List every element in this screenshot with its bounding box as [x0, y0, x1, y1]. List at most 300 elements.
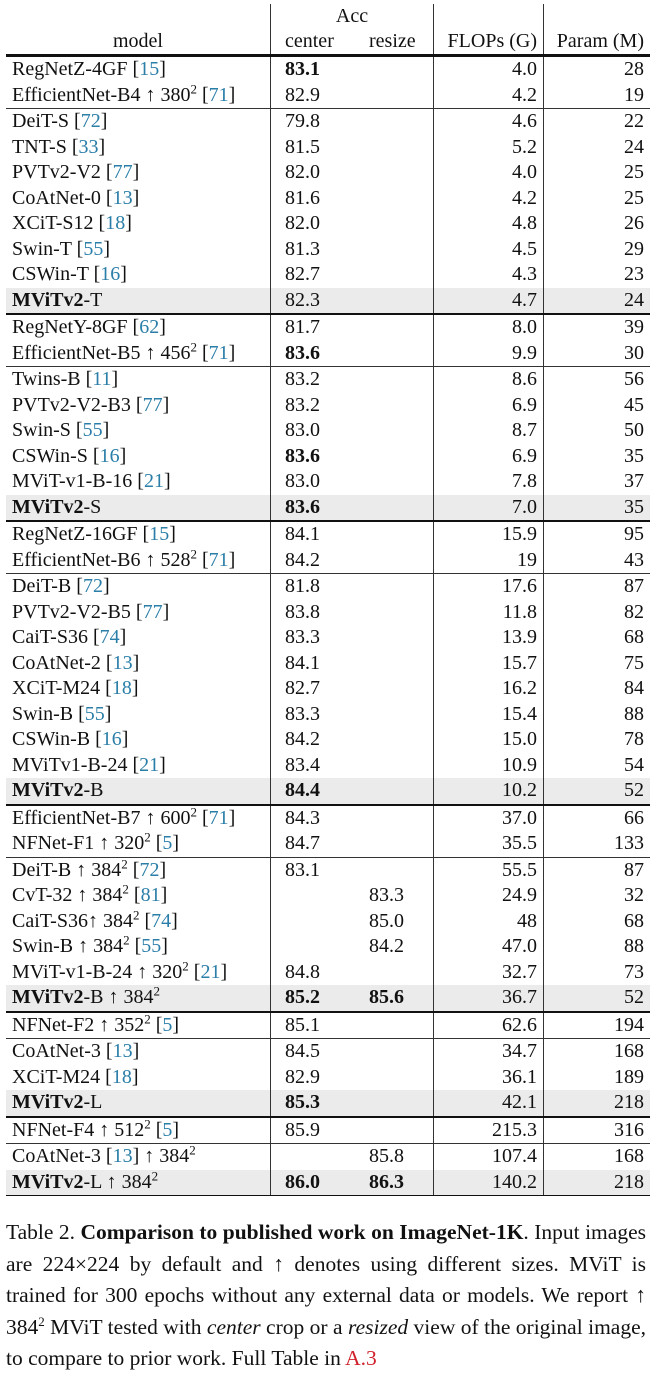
table-row	[6, 985, 650, 1012]
table-row	[6, 109, 650, 135]
flops-cell: 4.2	[434, 83, 544, 109]
center-acc-cell	[271, 934, 362, 960]
flops-cell: 140.2	[434, 1170, 544, 1196]
model-cell	[6, 288, 271, 315]
params-cell: 35	[624, 444, 644, 467]
flops-cell: 9.9	[434, 341, 544, 367]
center-acc-cell	[271, 444, 362, 470]
citation-link[interactable]: 13	[112, 1040, 133, 1062]
flops-cell: 8.0	[434, 314, 544, 341]
flops-cell: 7.0	[434, 495, 544, 522]
superscript: 2	[123, 932, 130, 948]
model-cell: Swin-B [55]	[6, 702, 271, 728]
citation-link[interactable]: 21	[200, 960, 221, 983]
model-cell: CoAtNet-0 [13]	[6, 186, 271, 212]
params-cell: 50	[624, 419, 644, 441]
resize-acc: 83.3	[369, 884, 404, 906]
model-name: NFNet-F2	[12, 1013, 95, 1036]
resize-acc-cell	[361, 288, 434, 315]
table-row	[6, 702, 650, 728]
table-row	[6, 1170, 650, 1196]
table-row	[6, 1039, 650, 1065]
model-name: CoAtNet-2	[12, 651, 101, 674]
model-cell	[6, 1090, 271, 1117]
center-acc-cell	[271, 1117, 362, 1144]
center-acc: 82.9	[285, 83, 320, 106]
flops-cell: 34.7	[434, 1039, 544, 1065]
resize-acc: 85.8	[369, 1145, 404, 1167]
params-cell: 66	[544, 805, 651, 832]
model-cell: DeiT-B [72]	[6, 574, 271, 600]
citation-link[interactable]: 81	[140, 884, 161, 906]
citation-link[interactable]: 62	[139, 316, 160, 338]
citation-link[interactable]: 16	[100, 263, 121, 285]
center-acc: 85.9	[285, 1118, 320, 1141]
model-cell: PVTv2-V2-B5 [77]	[6, 600, 271, 626]
flops-cell: 4.3	[434, 262, 544, 288]
resize-acc-cell	[361, 1170, 434, 1196]
table-row	[6, 600, 650, 626]
resize-acc-cell	[361, 160, 434, 186]
resize-acc-cell	[361, 393, 434, 419]
flops-cell: 15.7	[434, 651, 544, 677]
params-header: Param (M)	[544, 29, 651, 56]
table-row	[6, 418, 650, 444]
citation-link[interactable]: 72	[80, 110, 101, 132]
table-row	[6, 83, 650, 109]
flops-cell: 13.9	[434, 625, 544, 651]
center-acc-cell	[271, 495, 362, 522]
center-acc-cell	[271, 1039, 362, 1065]
model-cell: MViT-v1-B-16 [21]	[6, 469, 271, 495]
params-cell: 43	[624, 548, 644, 571]
resize-acc-cell	[361, 314, 434, 341]
citation-link[interactable]: 77	[142, 600, 163, 623]
superscript: 2	[189, 1142, 196, 1158]
citation-link[interactable]: 72	[82, 575, 103, 597]
citation-link[interactable]: 15	[139, 58, 160, 80]
citation-link[interactable]: 55	[141, 935, 162, 957]
citation-link[interactable]: 16	[101, 728, 122, 750]
caption-text: MViT tested with	[44, 1314, 207, 1339]
model-cell: XCiT-M24 [18]	[6, 1065, 271, 1091]
center-acc-cell	[271, 1144, 362, 1170]
flops-cell: 62.6	[434, 1012, 544, 1039]
flops-cell: 8.7	[434, 418, 544, 444]
superscript: 2	[182, 957, 189, 973]
resolution: 384	[93, 935, 124, 957]
resize-acc-cell	[361, 934, 434, 960]
flops-cell: 4.6	[434, 109, 544, 135]
flops-cell: 4.2	[434, 186, 544, 212]
model-name: DeiT-B	[12, 575, 72, 597]
model-name: CSWin-S	[12, 444, 88, 467]
resize-acc-cell	[361, 444, 434, 470]
caption-label: Table 2.	[6, 1220, 76, 1244]
params-cell: 24	[544, 288, 651, 315]
params-cell: 30	[624, 341, 644, 364]
params-cell: 26	[624, 212, 644, 234]
center-acc: 82.7	[285, 263, 320, 285]
model-name: CvT-32	[12, 884, 73, 906]
table-row	[6, 160, 650, 186]
resize-acc-cell	[361, 676, 434, 702]
model-name: Swin-B	[12, 935, 74, 957]
params-cell: 84	[624, 677, 644, 699]
caption-sup: 2	[38, 1313, 45, 1329]
center-acc-cell	[271, 211, 362, 237]
resize-acc-cell	[361, 109, 434, 135]
resolution: 384	[91, 858, 122, 881]
model-name: EfficientNet-B5	[12, 341, 141, 364]
table-row	[6, 444, 650, 470]
model-cell: EfficientNet-B7 ↑ $600^2$ [71]	[6, 805, 271, 832]
resize-acc-cell	[361, 857, 434, 883]
model-cell: MViTv2-L ↑ $384^2$	[6, 1170, 271, 1196]
table-row	[6, 574, 650, 600]
model-name: MViT-v1-B-24	[12, 960, 133, 983]
model-name-bold: MViTv2	[12, 1091, 84, 1113]
params-cell: 45	[624, 393, 644, 416]
center-acc-cell	[271, 83, 362, 109]
center-acc-cell	[271, 1170, 362, 1196]
table-row	[6, 469, 650, 495]
model-name: Swin-S	[12, 419, 71, 441]
resize-acc-cell	[361, 702, 434, 728]
citation-link[interactable]: 21	[139, 753, 160, 776]
superscript: 2	[144, 1010, 151, 1026]
model-name: CoAtNet-0	[12, 186, 101, 209]
resize-acc-cell	[361, 211, 434, 237]
center-acc-cell	[271, 548, 362, 574]
flops-cell: 55.5	[434, 857, 544, 883]
citation-link[interactable]: 77	[142, 393, 163, 416]
citation-link[interactable]: 55	[82, 419, 103, 441]
center-acc-cell	[271, 600, 362, 626]
model-cell: Swin-B ↑ $384^2$ [55]	[6, 934, 271, 960]
table-row	[6, 288, 650, 315]
center-acc: 83.3	[285, 626, 320, 648]
citation-link[interactable]: 18	[105, 212, 126, 234]
table-row	[6, 56, 650, 83]
model-name: RegNetZ-16GF	[12, 523, 138, 545]
center-acc: 83.6	[285, 495, 320, 518]
table-row	[6, 778, 650, 805]
resolution: 384	[92, 884, 123, 906]
citation-link[interactable]: 5	[162, 832, 173, 854]
center-acc: 79.8	[285, 110, 320, 132]
resize-header: resize	[361, 29, 434, 56]
citation-link[interactable]: 74	[99, 626, 120, 648]
model-cell: RegNetY-8GF [62]	[6, 314, 271, 341]
table-row	[6, 393, 650, 419]
params-cell: 168	[544, 1144, 651, 1170]
center-acc: 82.7	[285, 677, 320, 699]
superscript: 2	[153, 983, 160, 999]
citation-link[interactable]: 18	[111, 1065, 132, 1088]
center-acc-cell	[271, 237, 362, 263]
center-acc-cell	[271, 314, 362, 341]
citation-link[interactable]: 55	[84, 702, 105, 725]
model-cell: RegNetZ-4GF [15]	[6, 56, 271, 83]
caption-text: view of the original image, to compare to prior work. Full Table in	[6, 1314, 647, 1370]
resize-acc-cell	[361, 1144, 434, 1170]
model-name: -B	[83, 986, 104, 1008]
table-row	[6, 135, 650, 161]
center-acc-cell	[271, 521, 362, 548]
superscript: 2	[121, 855, 128, 871]
citation-link[interactable]: 13	[112, 651, 133, 674]
params-cell: 25	[624, 186, 644, 209]
flops-cell: 4.0	[434, 160, 544, 186]
model-cell: XCiT-M24 [18]	[6, 676, 271, 702]
comparison-table	[6, 4, 650, 1196]
citation-link[interactable]: 11	[92, 368, 112, 390]
table-row	[6, 341, 650, 367]
table-row	[6, 727, 650, 753]
flops-cell: 16.2	[434, 676, 544, 702]
model-name: Swin-T	[12, 237, 72, 260]
appendix-link[interactable]: A.3	[345, 1346, 377, 1370]
center-acc: 83.3	[285, 702, 320, 725]
params-cell: 78	[624, 728, 644, 750]
flops-cell: 36.1	[434, 1065, 544, 1091]
params-cell: 24	[624, 135, 644, 158]
center-acc-cell	[271, 909, 362, 935]
center-acc: 83.4	[285, 753, 320, 776]
table-row	[6, 753, 650, 779]
resize-acc-cell	[361, 469, 434, 495]
resize-acc-cell	[361, 727, 434, 753]
citation-link[interactable]: 5	[162, 1013, 173, 1036]
model-name: -L	[83, 1170, 102, 1193]
superscript: 2	[122, 881, 129, 897]
citation-link[interactable]: 71	[208, 83, 229, 106]
citation-link[interactable]: 71	[208, 548, 229, 571]
flops-cell: 24.9	[434, 883, 544, 909]
center-acc-cell	[271, 367, 362, 393]
model-name: EfficientNet-B7	[12, 806, 141, 829]
resolution: 380	[160, 83, 191, 106]
model-cell: Twins-B [11]	[6, 367, 271, 393]
resolution: 384	[123, 986, 154, 1008]
center-acc: 81.7	[285, 316, 320, 338]
caption-em: center	[206, 1314, 261, 1339]
flops-cell: 5.2	[434, 135, 544, 161]
model-name: PVTv2-V2-B5	[12, 600, 131, 623]
center-acc: 83.2	[285, 368, 320, 390]
superscript: 2	[144, 829, 151, 845]
citation-link[interactable]: 71	[208, 341, 229, 364]
center-acc: 86.0	[285, 1170, 320, 1193]
params-cell: 32	[624, 884, 644, 906]
flops-cell: 11.8	[434, 600, 544, 626]
flops-cell: 47.0	[434, 934, 544, 960]
table-row	[6, 909, 650, 935]
center-acc: 81.3	[285, 237, 320, 260]
center-acc-cell	[271, 56, 362, 83]
table-row	[6, 883, 650, 909]
center-acc: 84.5	[285, 1040, 320, 1062]
model-name-bold: MViTv2	[12, 986, 84, 1008]
center-acc: 83.1	[285, 858, 320, 881]
citation-link[interactable]: 16	[99, 444, 120, 467]
model-cell: CSWin-B [16]	[6, 727, 271, 753]
center-acc-cell	[271, 702, 362, 728]
center-acc: 84.7	[285, 832, 320, 854]
citation-link[interactable]: 5	[162, 1118, 173, 1141]
resize-acc-cell	[361, 1065, 434, 1091]
citation-link[interactable]: 33	[78, 135, 99, 158]
model-cell: CvT-32 ↑ $384^2$ [81]	[6, 883, 271, 909]
caption-title: Comparison to published work on ImageNet-1K	[80, 1220, 524, 1244]
params-cell: 95	[544, 521, 651, 548]
resize-acc-cell	[361, 625, 434, 651]
resize-acc: 85.0	[369, 909, 404, 932]
resize-acc-cell	[361, 1117, 434, 1144]
table-row	[6, 1065, 650, 1091]
params-cell: 88	[624, 935, 644, 957]
center-acc: 83.6	[285, 341, 320, 364]
flops-cell: 10.9	[434, 753, 544, 779]
model-name: MViT-v1-B-16	[12, 470, 133, 492]
citation-link[interactable]: 13	[112, 1145, 133, 1167]
table-row	[6, 1144, 650, 1170]
resize-acc-cell	[361, 805, 434, 832]
citation-link[interactable]: 21	[143, 470, 164, 492]
superscript: 2	[132, 906, 140, 922]
center-acc-cell	[271, 727, 362, 753]
superscript: 2	[144, 1115, 151, 1131]
params-cell: 189	[614, 1065, 644, 1088]
params-cell: 87	[544, 574, 651, 600]
superscript: 2	[190, 545, 197, 561]
table-row	[6, 314, 650, 341]
params-cell: 37	[624, 470, 644, 492]
center-acc: 84.4	[285, 779, 320, 801]
resolution: 456	[160, 341, 191, 364]
params-cell: 25	[624, 161, 644, 183]
params-cell: 68	[624, 909, 644, 932]
model-cell: MViTv1-B-24 [21]	[6, 753, 271, 779]
flops-cell: 4.5	[434, 237, 544, 263]
center-acc: 83.8	[285, 600, 320, 623]
model-cell: NFNet-F4 ↑ $512^2$ [5]	[6, 1117, 271, 1144]
table-row	[6, 805, 650, 832]
model-cell: TNT-S [33]	[6, 135, 271, 161]
citation-link[interactable]: 72	[139, 858, 160, 881]
model-cell: DeiT-S [72]	[6, 109, 271, 135]
center-acc-cell	[271, 1012, 362, 1039]
center-acc-cell	[271, 160, 362, 186]
citation-link[interactable]: 18	[111, 677, 132, 699]
flops-cell: 6.9	[434, 393, 544, 419]
center-acc: 84.3	[285, 806, 320, 829]
table-caption	[6, 1217, 646, 1375]
center-acc: 85.3	[285, 1091, 320, 1113]
flops-cell: 8.6	[434, 367, 544, 393]
params-cell: 23	[624, 263, 644, 285]
center-header: center	[271, 29, 362, 56]
model-name: CSWin-T	[12, 263, 89, 285]
center-acc-cell	[271, 651, 362, 677]
superscript: 2	[190, 80, 197, 96]
model-cell: Swin-T [55]	[6, 237, 271, 263]
center-acc-cell	[271, 393, 362, 419]
model-cell	[6, 778, 271, 805]
center-acc-cell	[271, 186, 362, 212]
citation-link[interactable]: 15	[149, 523, 170, 545]
resize-acc-cell	[361, 56, 434, 83]
resize-acc-cell	[361, 778, 434, 805]
center-acc-cell	[271, 883, 362, 909]
params-cell: 133	[614, 832, 644, 854]
center-acc: 83.1	[285, 58, 320, 80]
flops-cell: 15.9	[434, 521, 544, 548]
model-name: -B	[83, 779, 104, 801]
resize-acc-cell	[361, 341, 434, 367]
model-cell: NFNet-F1 ↑ $320^2$ [5]	[6, 831, 271, 857]
citation-link[interactable]: 74	[151, 909, 172, 932]
citation-link[interactable]: 71	[208, 806, 229, 829]
center-acc-cell	[271, 341, 362, 367]
model-name: NFNet-F1	[12, 832, 95, 854]
model-name: RegNetZ-4GF	[12, 58, 128, 80]
model-name: EfficientNet-B4	[12, 83, 141, 106]
center-acc-cell	[271, 676, 362, 702]
model-name: -L	[83, 1091, 103, 1113]
model-name: Swin-B	[12, 702, 74, 725]
model-name: TNT-S	[12, 135, 67, 158]
resolution: 384	[121, 1170, 152, 1193]
table-row	[6, 262, 650, 288]
table-row	[6, 521, 650, 548]
resize-acc-cell	[361, 83, 434, 109]
flops-cell: 36.7	[434, 985, 544, 1012]
resize-acc-cell	[361, 418, 434, 444]
center-acc: 84.8	[285, 960, 320, 983]
resize-acc: 84.2	[369, 935, 404, 957]
model-name: CaiT-S36	[12, 909, 88, 932]
citation-link[interactable]: 13	[112, 186, 133, 209]
acc-header: Acc	[335, 5, 369, 27]
center-acc: 83.0	[285, 470, 320, 492]
flops-cell: 4.7	[434, 288, 544, 315]
params-cell: 168	[544, 1039, 651, 1065]
model-name-bold: MViTv2	[12, 1170, 84, 1193]
table-row	[6, 237, 650, 263]
citation-link[interactable]: 55	[83, 237, 104, 260]
table-row	[6, 857, 650, 883]
model-name: CSWin-B	[12, 728, 91, 750]
flops-cell: 42.1	[434, 1090, 544, 1117]
table-row	[6, 548, 650, 574]
table-row	[6, 625, 650, 651]
model-cell	[6, 495, 271, 522]
center-acc: 83.0	[285, 419, 320, 441]
resize-acc-cell	[361, 495, 434, 522]
flops-header: FLOPs (G)	[434, 29, 544, 56]
center-acc: 81.8	[285, 575, 320, 597]
center-acc: 84.1	[285, 523, 320, 545]
model-name: -S	[83, 495, 102, 518]
resolution: 512	[114, 1118, 145, 1141]
params-cell: 218	[544, 1090, 651, 1117]
params-cell: 75	[624, 651, 644, 674]
params-cell: 68	[624, 626, 644, 648]
citation-link[interactable]: 77	[112, 161, 133, 183]
resize-acc-cell	[361, 367, 434, 393]
